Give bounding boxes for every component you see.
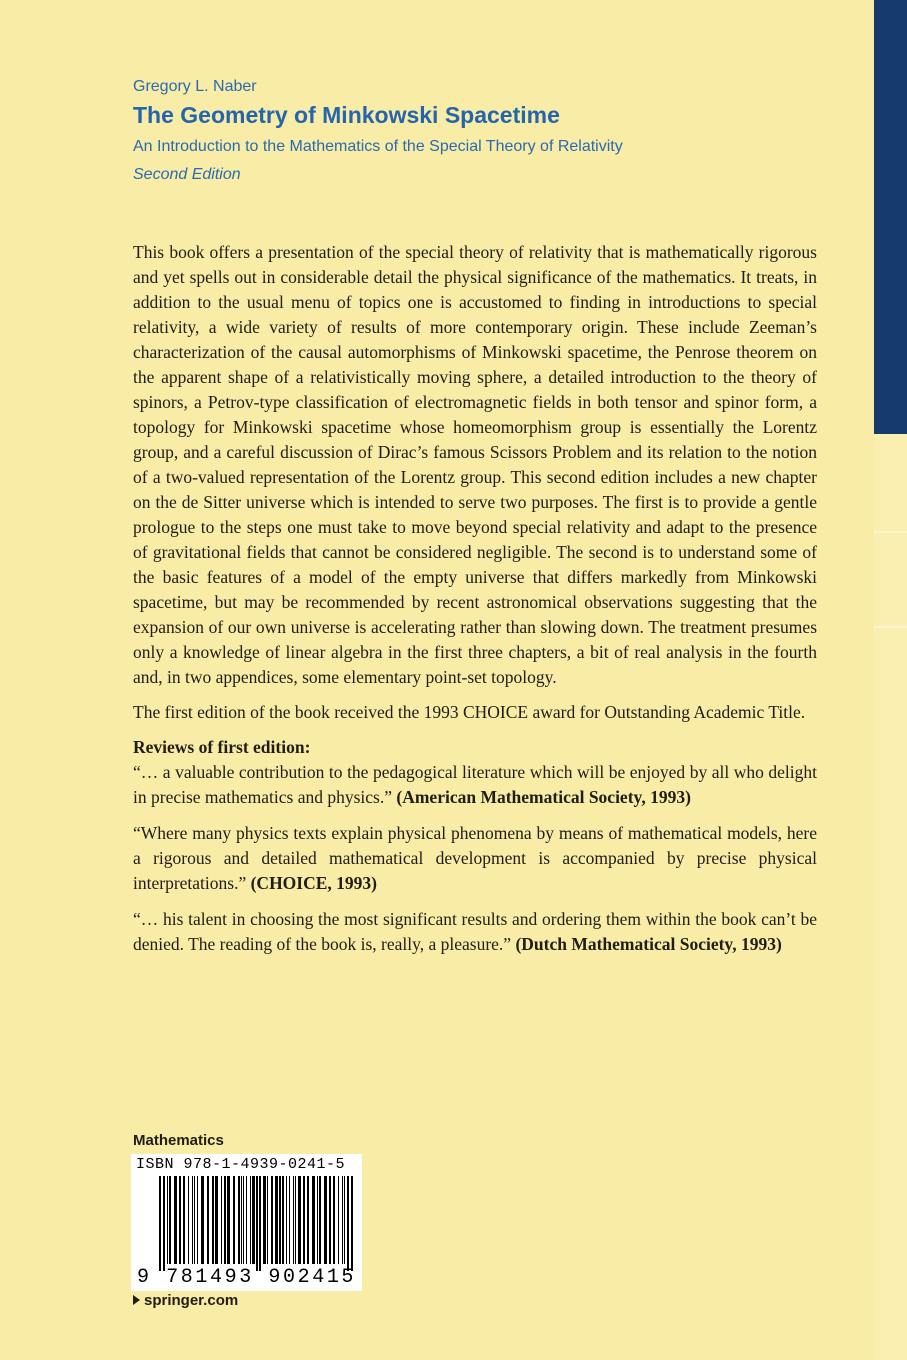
barcode-bar bbox=[194, 1176, 195, 1264]
barcode-bar bbox=[295, 1176, 296, 1264]
barcode-bar bbox=[159, 1176, 161, 1271]
barcode-bar bbox=[312, 1176, 315, 1264]
barcode-bar bbox=[174, 1176, 177, 1264]
barcode-bar bbox=[282, 1176, 284, 1264]
review-quote: “Where many physics texts explain physical phenomena by means of mathematical models, here a rigorous and detailed mathematical development is accompanied by precise physical interpretations.” bbox=[133, 823, 817, 893]
barcode-bar bbox=[319, 1176, 321, 1264]
barcode-bar bbox=[227, 1176, 230, 1264]
spine-divider bbox=[874, 531, 907, 533]
barcode-bar bbox=[344, 1176, 345, 1264]
review-item bbox=[133, 821, 817, 896]
isbn-label: ISBN 978-1-4939-0241-5 bbox=[136, 1156, 346, 1173]
barcode-bar bbox=[307, 1176, 309, 1264]
barcode-bar bbox=[324, 1176, 327, 1264]
barcode-bar bbox=[256, 1176, 258, 1271]
barcode-bar bbox=[317, 1176, 318, 1264]
barcode-bar bbox=[183, 1176, 185, 1264]
barcode-bar bbox=[263, 1176, 266, 1264]
barcode-bar bbox=[224, 1176, 226, 1264]
barcode-bar bbox=[201, 1176, 204, 1264]
author-name: Gregory L. Naber bbox=[133, 78, 257, 95]
review-item bbox=[133, 760, 817, 810]
description-paragraph: This book offers a presentation of the special theory of relativity that is mathematically rigorous and yet spells out in considerable detail the physical significance of the mathematics. It treats, in addition to the usual menu of topics one is accustomed to finding in introductions to special relativity, a wide variety of results of more contemporary origin. These include Zeeman’s characterization of the causal automorphisms of Minkowski spacetime, the Penrose theorem on the apparent shape of a relativistically moving sphere, a detailed introduction to the theory of spinors, a Petrov-type classification of electromagnetic fields in both tensor and spinor form, a topology for Minkowski spacetime whose homeomorphism group is essentially the Lorentz group, and a careful discussion of Dirac’s famous Scissors Problem and its relation to the notion of a two-valued representation of the Lorentz group. This second edition includes a new chapter on the de Sitter universe which is intended to serve two purposes. The first is to provide a gentle prologue to the steps one must take to move beyond special relativity and adapt to the presence of gravitational fields that cannot be considered negligible. The second is to understand some of the basic features of a model of the empty universe that differs markedly from Minkowski spacetime, but may be recommended by recent astronomical observations suggesting that the expansion of our own universe is accelerating rather than slowing down. The treatment presumes only a knowledge of linear algebra in the first three chapters, a bit of real analysis in the fourth and, in two appendices, some elementary point-set topology. bbox=[133, 242, 817, 687]
publisher-url: springer.com bbox=[144, 1292, 239, 1309]
barcode-bar bbox=[241, 1176, 242, 1264]
barcode-bar bbox=[179, 1176, 181, 1264]
back-cover-text bbox=[133, 240, 817, 968]
barcode-bar bbox=[347, 1176, 349, 1271]
barcode-bar bbox=[188, 1176, 189, 1264]
barcode-bar bbox=[293, 1176, 294, 1264]
barcode-bar bbox=[351, 1176, 353, 1271]
barcode-bar bbox=[271, 1176, 273, 1264]
barcode-bar bbox=[329, 1176, 331, 1264]
spine-divider bbox=[874, 626, 907, 628]
review-source: (CHOICE, 1993) bbox=[250, 873, 377, 893]
spine-color-band bbox=[874, 0, 907, 434]
isbn-barcode bbox=[131, 1154, 362, 1291]
barcode-bar bbox=[207, 1176, 209, 1264]
arrow-right-icon bbox=[133, 1295, 140, 1305]
barcode-bar bbox=[259, 1176, 261, 1271]
barcode-bar bbox=[246, 1176, 247, 1264]
barcode-number: 9 781493 902415 bbox=[137, 1266, 357, 1289]
barcode-bar bbox=[212, 1176, 214, 1264]
review-item bbox=[133, 907, 817, 957]
award-paragraph: The first edition of the book received the 1993 CHOICE award for Outstanding Academic Title. bbox=[133, 702, 806, 722]
barcode-bar bbox=[169, 1176, 171, 1264]
barcode-bar bbox=[215, 1176, 218, 1264]
barcode-bar bbox=[267, 1176, 268, 1264]
reviews-heading: Reviews of first edition: bbox=[133, 737, 311, 757]
barcode-bar bbox=[303, 1176, 305, 1264]
barcode-bar bbox=[238, 1176, 240, 1264]
review-quote: “… a valuable contribution to the pedagogical literature which will be enjoyed by all who delight in precise mathematics and physics.” bbox=[133, 762, 817, 807]
barcode-bar bbox=[342, 1176, 343, 1264]
book-header bbox=[133, 76, 833, 186]
barcode-bar bbox=[192, 1176, 193, 1264]
barcode-bar bbox=[250, 1176, 251, 1264]
barcode-bar bbox=[252, 1176, 255, 1264]
barcode-bar bbox=[333, 1176, 335, 1264]
barcode-bar bbox=[163, 1176, 165, 1271]
subject-category: Mathematics bbox=[133, 1132, 224, 1149]
barcode-bar bbox=[221, 1176, 222, 1264]
edition-label: Second Edition bbox=[133, 166, 241, 183]
review-source: (Dutch Mathematical Society, 1993) bbox=[515, 934, 782, 954]
barcode-bars bbox=[131, 1176, 362, 1271]
publisher-link[interactable] bbox=[133, 1292, 238, 1309]
barcode-bar bbox=[286, 1176, 287, 1264]
barcode-bar bbox=[275, 1176, 278, 1264]
barcode-bar bbox=[233, 1176, 235, 1264]
review-source: (American Mathematical Society, 1993) bbox=[396, 787, 691, 807]
review-quote: “… his talent in choosing the most significant results and ordering them within the book can’t be denied. The reading of the book is, really, a pleasure.” bbox=[133, 909, 817, 954]
book-title: The Geometry of Minkowski Spacetime bbox=[133, 102, 560, 128]
barcode-bar bbox=[279, 1176, 281, 1264]
barcode-bar bbox=[289, 1176, 290, 1264]
book-subtitle: An Introduction to the Mathematics of the Special Theory of Relativity bbox=[133, 138, 623, 155]
barcode-bar bbox=[167, 1176, 168, 1264]
barcode-bar bbox=[243, 1176, 244, 1264]
barcode-bar bbox=[298, 1176, 301, 1264]
barcode-bar bbox=[197, 1176, 198, 1264]
barcode-bar bbox=[338, 1176, 339, 1264]
